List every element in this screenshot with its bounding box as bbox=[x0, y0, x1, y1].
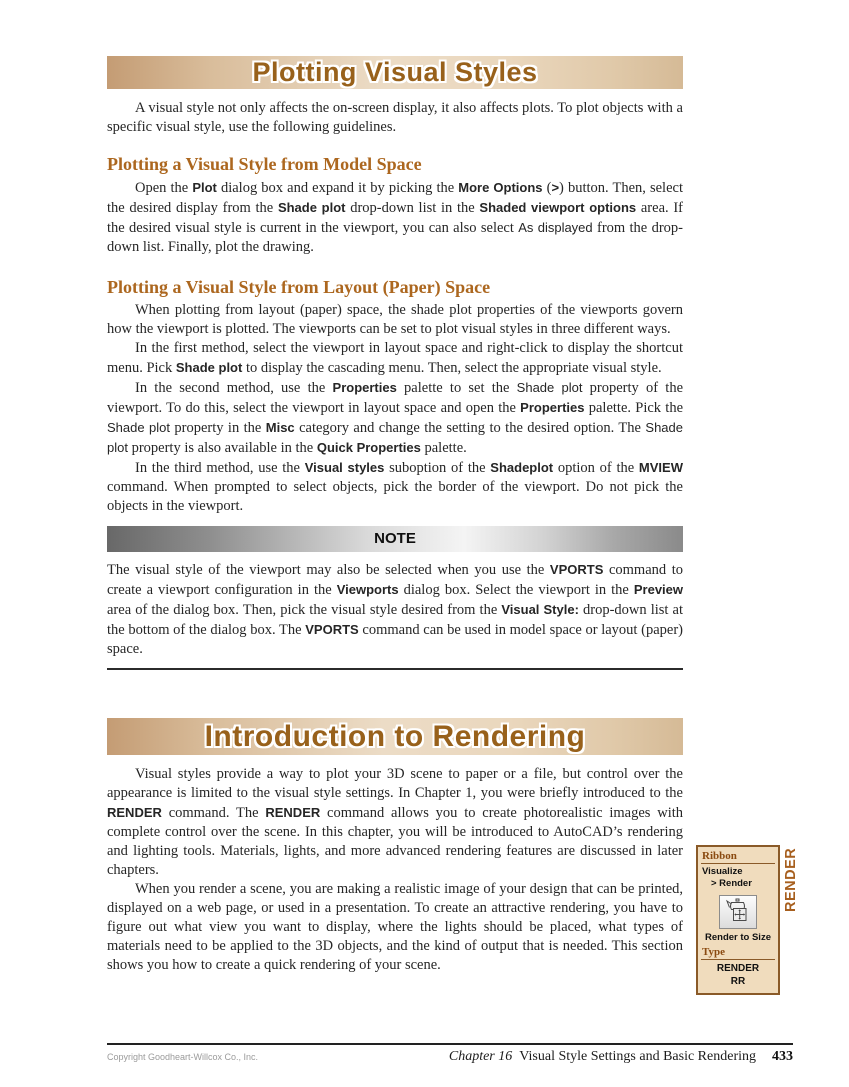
ribbon-path-tab: Visualize bbox=[702, 866, 743, 877]
divider bbox=[701, 863, 775, 864]
layout-space-paragraph-4: In the third method, use the Visual styles suboption of the Shadeplot option of the MVIEW command. When prompted to select objects, pick the border of the viewport. Do not pick the objects in the viewport. bbox=[107, 460, 683, 514]
page-number: 433 bbox=[772, 1049, 793, 1064]
ribbon-label: Ribbon bbox=[702, 850, 737, 862]
rendering-paragraph-2: When you render a scene, you are making a realistic image of your design that can be printed, displayed on a web page, or used in a presentation. To create an attractive rendering, you have to figure out what view you want to display, where the lights should be placed, what types of materials need to be applied to the 3D objects, and the kind of output that is needed. This section shows you how to create a quick rendering of your scene. bbox=[107, 881, 683, 973]
note-body-paragraph: The visual style of the viewport may also be selected when you use the VPORTS command to create a viewport configuration in the Viewports dialog box. Select the viewport in the Preview area of the dialog box. Then, pick the visual style desired from the Visual Style: drop-down list at the bottom of the dialog box. The VPORTS command can be used in model space or layout (paper) space. bbox=[107, 562, 684, 657]
ribbon-path-panel: > Render bbox=[711, 878, 752, 889]
model-space-paragraph: Open the Plot dialog box and expand it by picking the More Options (>) button. Then, select the desired display from the Shade plot drop-down list in the Shaded viewport options area. If the desired visual style is current in the viewport, you can also select As displayed from the drop-down list. Finally, plot the drawing. bbox=[107, 180, 683, 255]
section-banner-plotting-visual-styles: Plotting Visual Styles bbox=[107, 56, 683, 89]
main-text-column bbox=[107, 56, 683, 975]
layout-space-paragraph-3: In the second method, use the Properties palette to set the Shade plot property of the viewport. To do this, select the viewport in layout space and open the Properties palette. Pick the Shade plot property in the Misc category and change the setting to the desired option. The Shade plot property is also available in the Quick Properties palette. bbox=[107, 380, 684, 456]
chapter-title: Visual Style Settings and Basic Rendering bbox=[519, 1049, 756, 1064]
chapter-number: Chapter 16 bbox=[448, 1049, 513, 1064]
page-footer bbox=[107, 1043, 793, 1065]
command-alias-render: RENDER bbox=[716, 963, 760, 974]
margin-tab-render-vertical-label: RENDER bbox=[783, 847, 799, 912]
type-label: Type bbox=[702, 946, 726, 958]
command-alias-rr: RR bbox=[730, 976, 746, 987]
layout-space-paragraph-2: In the first method, select the viewport in layout space and right-click to display the shortcut menu. Pick Shade plot to display the cascading menu. Then, select the appropriate visual style. bbox=[107, 340, 683, 376]
running-footer-chapter bbox=[449, 1049, 756, 1065]
heading-layout-space: Plotting a Visual Style from Layout (Paper) Space bbox=[107, 277, 491, 297]
render-to-size-icon bbox=[725, 898, 751, 927]
note-banner: NOTE bbox=[107, 526, 683, 552]
divider bbox=[701, 959, 775, 960]
intro-paragraph: A visual style not only affects the on-screen display, it also affects plots. To plot objects with a specific visual style, use the following guidelines. bbox=[107, 100, 683, 135]
render-to-size-caption: Render to Size bbox=[705, 932, 771, 943]
note-bottom-rule bbox=[107, 668, 683, 670]
heading-model-space: Plotting a Visual Style from Model Space bbox=[107, 154, 422, 174]
command-reference-box bbox=[696, 845, 780, 995]
copyright-text: Copyright Goodheart-Willcox Co., Inc. bbox=[107, 1052, 259, 1062]
layout-space-paragraph-1: When plotting from layout (paper) space, the shade plot properties of the viewports govern how the viewport is plotted. The viewports can be set to plot visual styles in three different ways. bbox=[107, 302, 683, 337]
section-banner-introduction-to-rendering: Introduction to Rendering bbox=[107, 718, 683, 755]
rendering-paragraph-1: Visual styles provide a way to plot your 3D scene to paper or a file, but control over the appearance is limited to the visual style settings. In Chapter 1, you were briefly introduced to the RENDER command. The RENDER command allows you to create photorealistic images with complete control over the scene. In this chapter, you will be introduced to AutoCAD’s rendering and lighting tools. Materials, lights, and more advanced rendering features are discussed in later chapters. bbox=[107, 766, 683, 878]
render-to-size-button bbox=[719, 895, 757, 929]
